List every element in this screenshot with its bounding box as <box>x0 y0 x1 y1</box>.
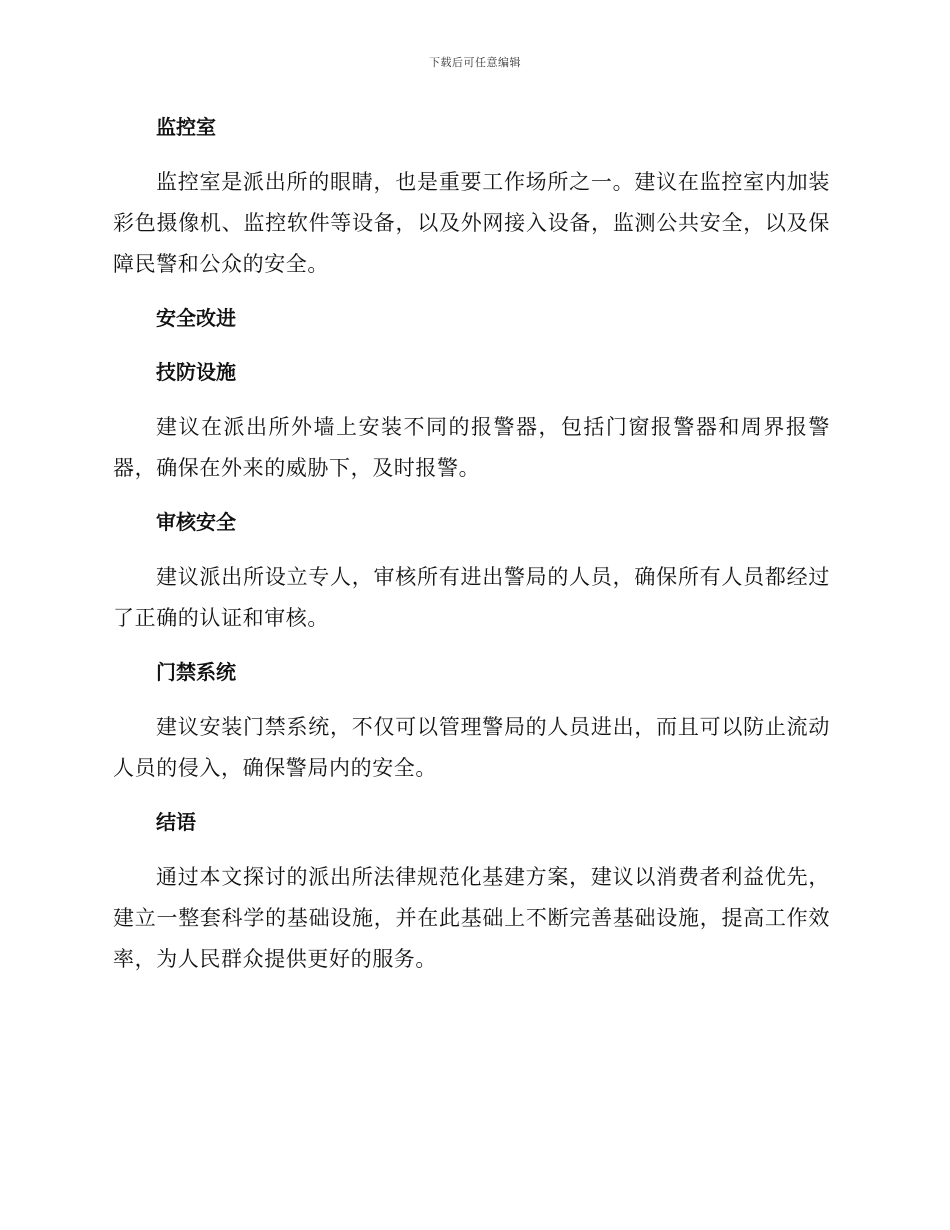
heading-access-control: 门禁系统 <box>156 660 236 684</box>
heading-audit-security: 审核安全 <box>156 510 236 534</box>
heading-conclusion: 结语 <box>156 810 196 834</box>
heading-monitor-room: 监控室 <box>156 115 216 139</box>
paragraph-tech-defense: 建议在派出所外墙上安装不同的报警器，包括门窗报警器和周界报警器，确保在外来的威胁下，及时报警。 <box>113 415 830 480</box>
heading-security-improvement: 安全改进 <box>156 306 236 330</box>
heading-tech-defense: 技防设施 <box>156 360 236 384</box>
paragraph-audit-security: 建议派出所设立专人，审核所有进出警局的人员，确保所有人员都经过了正确的认证和审核。 <box>113 565 830 630</box>
page-header: 下载后可任意编辑 <box>429 56 521 69</box>
paragraph-access-control: 建议安装门禁系统，不仅可以管理警局的人员进出，而且可以防止流动人员的侵入，确保警局内的安全。 <box>113 715 830 780</box>
document-content <box>113 108 830 980</box>
paragraph-conclusion: 通过本文探讨的派出所法律规范化基建方案，建议以消费者利益优先，建立一整套科学的基础设施，并在此基础上不断完善基础设施，提高工作效率，为人民群众提供更好的服务。 <box>113 865 830 971</box>
paragraph-monitor-room: 监控室是派出所的眼睛，也是重要工作场所之一。建议在监控室内加装彩色摄像机、监控软件等设备，以及外网接入设备，监测公共安全，以及保障民警和公众的安全。 <box>113 170 830 276</box>
